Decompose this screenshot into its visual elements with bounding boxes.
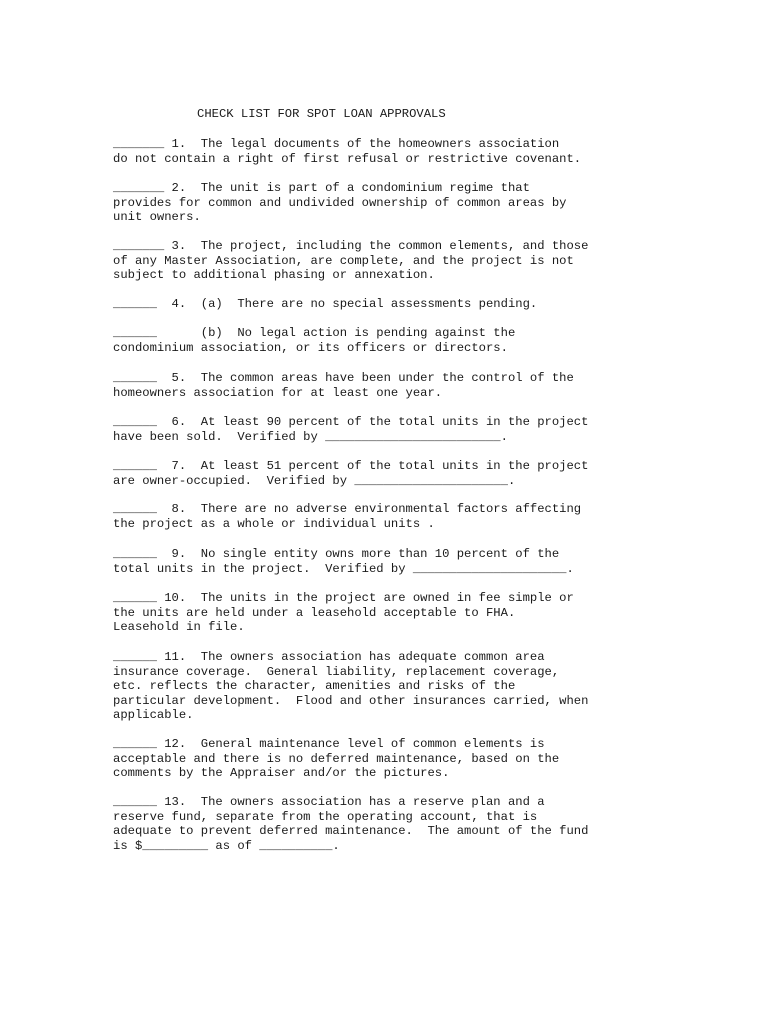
checklist-item-line: ______ 6. At least 90 percent of the total units in the project: [113, 415, 589, 429]
checklist-item-line: particular development. Flood and other insurances carried, when: [113, 693, 589, 708]
checklist-item-line: total units in the project. Verified by _____________________.: [113, 561, 574, 576]
checklist-item: [113, 239, 588, 283]
checklist-item-line: _______ 1. The legal documents of the homeowners association: [113, 137, 560, 151]
checklist-item-line: ______ 11. The owners association has adequate common area: [113, 650, 545, 664]
checklist-item-line: ______ 9. No single entity owns more than 10 percent of the: [113, 547, 560, 561]
checklist-item: [113, 547, 574, 576]
checklist-item: [113, 181, 566, 225]
checklist-item-line: the project as a whole or individual units .: [113, 516, 435, 531]
checklist-item-line: ______ 12. General maintenance level of common elements is: [113, 737, 545, 751]
checklist-item-line: reserve fund, separate from the operating account, that is: [113, 809, 538, 824]
checklist-item-line: homeowners association for at least one year.: [113, 385, 443, 400]
checklist-item-line: _______ 3. The project, including the common elements, and those: [113, 239, 589, 253]
checklist-item: [113, 297, 537, 312]
checklist-item: [113, 591, 574, 635]
checklist-item-line: ______ (b) No legal action is pending against the: [113, 326, 516, 340]
checklist-item-line: are owner-occupied. Verified by _____________________.: [113, 473, 516, 488]
checklist-item: [113, 737, 559, 781]
checklist-item-line: ______ 7. At least 51 percent of the total units in the project: [113, 459, 589, 473]
checklist-item-line: of any Master Association, are complete, and the project is not: [113, 253, 574, 268]
document-title: CHECK LIST FOR SPOT LOAN APPROVALS: [197, 107, 446, 121]
checklist-item-line: insurance coverage. General liability, replacement coverage,: [113, 664, 560, 679]
checklist-item-line: comments by the Appraiser and/or the pictures.: [113, 766, 450, 781]
checklist-item-line: ______ 5. The common areas have been under the control of the: [113, 371, 574, 385]
checklist-item-line: condominium association, or its officers or directors.: [113, 340, 508, 355]
checklist-item-line: etc. reflects the character, amenities and risks of the: [113, 679, 516, 694]
checklist-item: [113, 137, 581, 166]
checklist-item-line: acceptable and there is no deferred maintenance, based on the: [113, 751, 560, 766]
checklist-item-line: subject to additional phasing or annexation.: [113, 268, 435, 283]
checklist-item-line: provides for common and undivided ownership of common areas by: [113, 195, 567, 210]
checklist-item: [113, 795, 588, 853]
checklist-item: [113, 415, 588, 444]
checklist-item: [113, 371, 574, 400]
checklist-item: [113, 650, 588, 723]
checklist-item-line: do not contain a right of first refusal or restrictive covenant.: [113, 151, 582, 166]
checklist-item-line: is $_________ as of __________.: [113, 838, 340, 853]
checklist-item-line: ______ 8. There are no adverse environmental factors affecting: [113, 502, 582, 516]
checklist-item: [113, 502, 581, 531]
checklist-item-line: the units are held under a leasehold acceptable to FHA.: [113, 605, 516, 620]
checklist-item: [113, 459, 588, 488]
checklist-item: [113, 326, 515, 355]
checklist-item-line: have been sold. Verified by ________________________.: [113, 429, 508, 444]
checklist-item-line: _______ 2. The unit is part of a condominium regime that: [113, 181, 530, 195]
checklist-item-line: ______ 10. The units in the project are owned in fee simple or: [113, 591, 574, 605]
checklist-item-line: Leasehold in file.: [113, 620, 245, 635]
checklist-item-line: ______ 4. (a) There are no special assessments pending.: [113, 297, 538, 311]
checklist-item-line: ______ 13. The owners association has a reserve plan and a: [113, 795, 545, 809]
checklist-item-line: unit owners.: [113, 210, 201, 225]
checklist-item-line: applicable.: [113, 708, 194, 723]
checklist-item-line: adequate to prevent deferred maintenance. The amount of the fund: [113, 824, 589, 839]
